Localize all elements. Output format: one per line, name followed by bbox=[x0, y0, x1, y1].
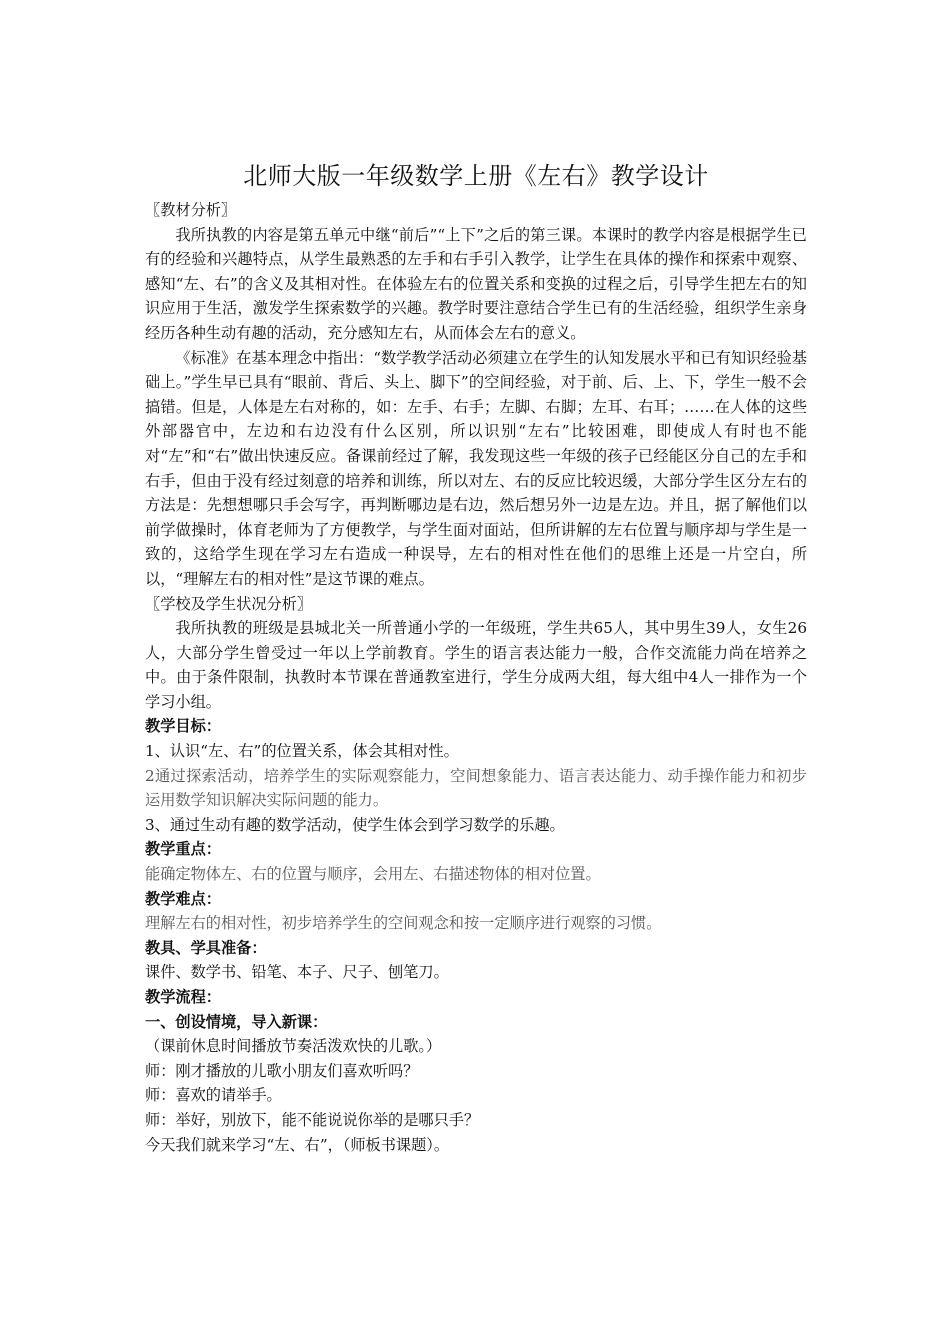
section-heading-difficulties: 教学难点： bbox=[145, 889, 221, 908]
process-line-3: 师：喜欢的请举手。 bbox=[145, 1086, 282, 1105]
document-title: 北师大版一年级数学上册《左右》教学设计 bbox=[243, 162, 709, 190]
goal-item-2: 2通过探索活动，培养学生的实际观察能力，空间想象能力、语言表达能力、动手操作能力和初步运用数学知识解决实际问题的能力。 bbox=[145, 766, 807, 810]
materials-text: 课件、数学书、铅笔、本子、尺子、刨笔刀。 bbox=[145, 963, 449, 982]
textbook-analysis-paragraph-2: 《标准》在基本理念中指出：“数学教学活动必须建立在学生的认知发展水平和已有知识经验基础上。”学生早已具有“眼前、背后、头上、脚下”的空间经验，对于前、后、上、下，学生一般不会搞错。但是，人体是左右对称的，如：左手、右手；左脚、右脚；左耳、右耳；……在人体的这些外部器官中，左边和右边没有什么区别，所以识别“左右”比较困难，即使成人有时也不能对“左”和“右”做出快速反应。备课前经过了解，我发现这些一年级的孩子已经能区分自己的左手和右手，但由于没有经过刻意的培养和训练，所以对左、右的反应比较迟缓，大部分学生区分左右的方法是：先想想哪只手会写字，再判断哪边是右边，然后想另外一边是左边。并且，据了解他们以前学做操时，体育老师为了方便教学，与学生面对面站，但所讲解的左右位置与顺序却与学生是一致的，这给学生现在学习左右造成一种误导，左右的相对性在他们的思维上还是一片空白，所以，“理解左右的相对性”是这节课的难点。 bbox=[145, 348, 807, 588]
process-line-2: 师：刚才播放的儿歌小朋友们喜欢听吗？ bbox=[145, 1061, 419, 1080]
document-page bbox=[145, 158, 807, 1157]
section-heading-materials: 教具、学具准备： bbox=[145, 938, 267, 957]
goal-item-3: 3、通过生动有趣的数学活动，使学生体会到学习数学的乐趣。 bbox=[145, 815, 565, 834]
goal-item-1: 1、认识“左、右”的位置关系，体会其相对性。 bbox=[145, 742, 459, 761]
section-heading-textbook-analysis: 〖教材分析〗 bbox=[145, 201, 237, 219]
process-step-1-heading: 一、创设情境，导入新课： bbox=[145, 1012, 328, 1031]
process-line-4: 师：举好，别放下，能不能说说你举的是哪只手？ bbox=[145, 1110, 480, 1129]
section-heading-process: 教学流程： bbox=[145, 988, 221, 1006]
process-line-5: 今天我们就来学习“左、右”，（师板书课题）。 bbox=[145, 1135, 450, 1154]
difficulties-text: 理解左右的相对性，初步培养学生的空间观念和按一定顺序进行观察的习惯。 bbox=[145, 914, 662, 933]
key-points-text: 能确定物体左、右的位置与顺序，会用左、右描述物体的相对位置。 bbox=[145, 865, 601, 884]
section-heading-school-analysis: 〖学校及学生状况分析〗 bbox=[145, 594, 313, 613]
section-heading-goals: 教学目标： bbox=[145, 717, 221, 736]
process-line-1: （课前休息时间播放节奏活泼欢快的儿歌。） bbox=[145, 1037, 442, 1056]
section-heading-key-points: 教学重点： bbox=[145, 840, 221, 859]
textbook-analysis-paragraph-1: 我所执教的内容是第五单元中继“前后”“上下”之后的第三课。本课时的教学内容是根据学生已有的经验和兴趣特点，从学生最熟悉的左手和右手引入教学，让学生在具体的操作和探索中观察、感知“左、右”的含义及其相对性。在体验左右的位置关系和变换的过程之后，引导学生把左右的知识应用于生活，激发学生探索数学的兴趣。教学时要注意结合学生已有的生活经验，组织学生亲身经历各种生动有趣的活动，充分感知左右，从而体会左右的意义。 bbox=[145, 225, 807, 342]
school-analysis-paragraph: 我所执教的班级是县城北关一所普通小学的一年级班，学生共65人，其中男生39人，女生26人，大部分学生曾受过一年以上学前教育。学生的语言表达能力一般，合作交流能力尚在培养之中。由于条件限制，执教时本节课在普通教室进行，学生分成两大组，每大组中4人一排作为一个学习小组。 bbox=[145, 619, 807, 711]
